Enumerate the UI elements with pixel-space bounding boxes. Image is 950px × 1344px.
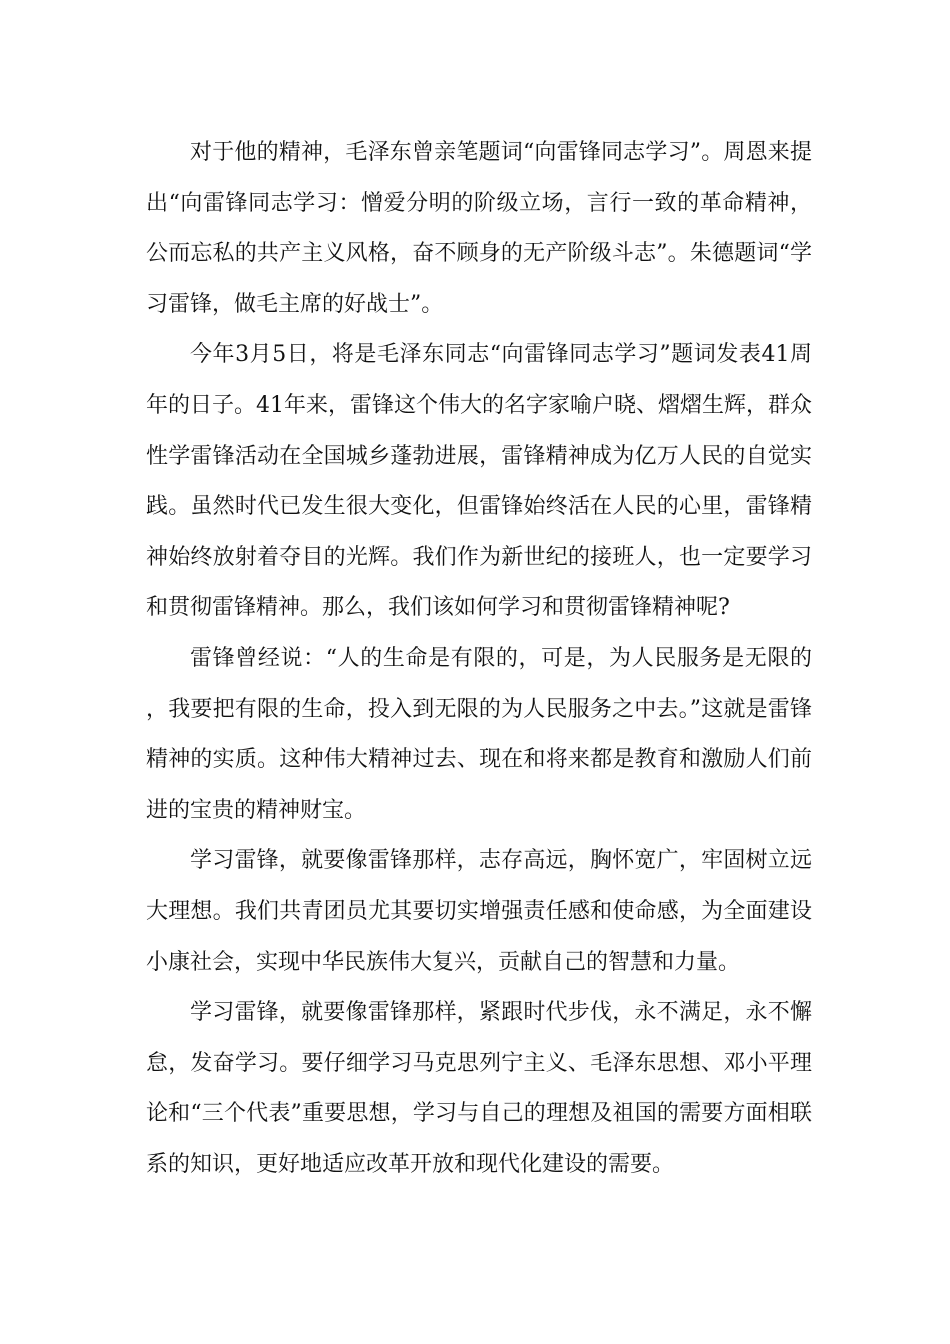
paragraph-quote: 雷锋曾经说：“人的生命是有限的，可是，为人民服务是无限的，我要把有限的生命，投入到无限的为人民服务之中去。”这就是雷锋精神的实质。这种伟大精神过去、现在和将来都是教育和激励人们前进的宝贵的精神财宝。 [146, 645, 812, 823]
paragraph-ideals: 学习雷锋，就要像雷锋那样，志存高远，胸怀宽广，牢固树立远大理想。我们共青团员尤其要切实增强责任感和使命感，为全面建设小康社会，实现中华民族伟大复兴，贡献自己的智慧和力量。 [146, 848, 812, 975]
paragraph-inscriptions: 对于他的精神，毛泽东曾亲笔题词“向雷锋同志学习”。周恩来提出“向雷锋同志学习：憎爱分明的阶级立场，言行一致的革命精神，公而忘私的共产主义风格，奋不顾身的无产阶级斗志”。朱德题词“学习雷锋，做毛主席的好战士”。 [146, 140, 812, 317]
paragraph-study: 学习雷锋，就要像雷锋那样，紧跟时代步伐，永不满足，永不懈怠，发奋学习。要仔细学习马克思列宁主义、毛泽东思想、邓小平理论和“三个代表”重要思想，学习与自己的理想及祖国的需要方面相联系的知识，更好地适应改革开放和现代化建设的需要。 [146, 1000, 812, 1177]
document-page [146, 128, 812, 1190]
paragraph-anniversary: 今年3月5日，将是毛泽东同志“向雷锋同志学习”题词发表41周年的日子。41年来，雷锋这个伟大的名字家喻户晓、熠熠生辉，群众性学雷锋活动在全国城乡蓬勃进展，雷锋精神成为亿万人民的自觉实践。虽然时代已发生很大变化，但雷锋始终活在人民的心里，雷锋精神始终放射着夺目的光辉。我们作为新世纪的接班人，也一定要学习和贯彻雷锋精神。那么，我们该如何学习和贯彻雷锋精神呢? [146, 342, 812, 621]
